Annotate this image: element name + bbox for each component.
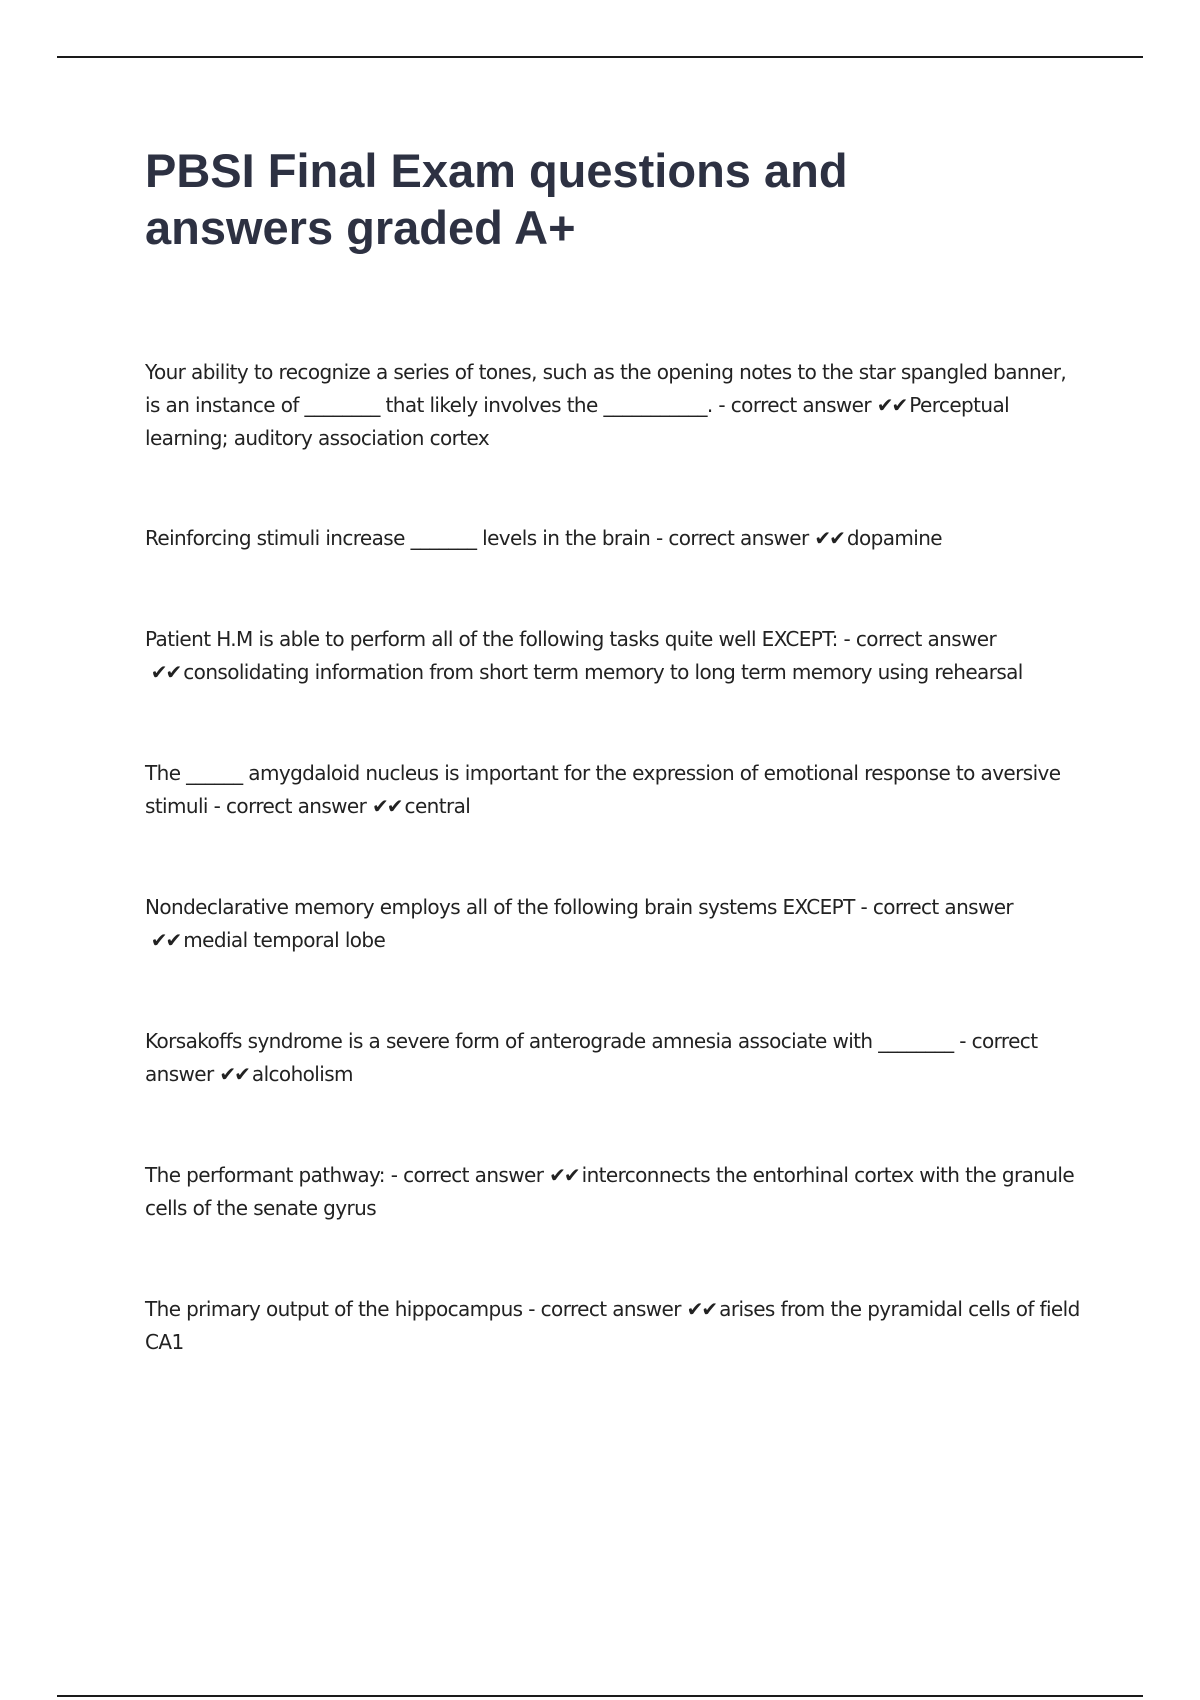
check-mark-icon: ✔✔ bbox=[686, 1297, 717, 1321]
question-text: Reinforcing stimuli increase _______ levels in the brain bbox=[145, 526, 651, 550]
check-mark-icon: ✔✔ bbox=[150, 660, 181, 684]
answer-marker: - correct answer bbox=[145, 1029, 1038, 1086]
check-mark-icon: ✔✔ bbox=[219, 1062, 249, 1086]
answer-marker: - correct answer bbox=[528, 1297, 681, 1321]
question-text: The ______ amygdaloid nucleus is important for the expression of emotional response to aversive stimuli bbox=[145, 761, 1061, 818]
question-text: Patient H.M is able to perform all of the following tasks quite well EXCEPT: bbox=[145, 627, 838, 651]
answer-marker: - correct answer bbox=[390, 1163, 544, 1187]
check-mark-icon: ✔✔ bbox=[372, 794, 402, 818]
answer-text: arises from the pyramidal cells of field CA1 bbox=[145, 1297, 1080, 1354]
qa-item bbox=[145, 1025, 1085, 1091]
question-text: Your ability to recognize a series of tones, such as the opening notes to the star spangled banner, is an instance of ________ that likely involves the ___________. bbox=[145, 360, 1067, 417]
qa-item bbox=[145, 623, 1085, 689]
qa-item bbox=[145, 757, 1085, 823]
check-mark-icon: ✔✔ bbox=[549, 1163, 579, 1187]
answer-marker: - correct answer bbox=[718, 393, 872, 417]
answer-text: consolidating information from short term memory to long term memory using rehearsal bbox=[183, 660, 1023, 684]
qa-item bbox=[145, 1159, 1085, 1225]
answer-text: medial temporal lobe bbox=[183, 928, 386, 952]
qa-item bbox=[145, 522, 1085, 555]
check-mark-icon: ✔✔ bbox=[150, 928, 181, 952]
qa-item bbox=[145, 1293, 1085, 1359]
answer-text: central bbox=[404, 794, 471, 818]
check-mark-icon: ✔✔ bbox=[876, 393, 907, 417]
question-text: The performant pathway: bbox=[145, 1163, 385, 1187]
answer-text: Perceptual learning; auditory association cortex bbox=[145, 393, 1010, 450]
top-rule bbox=[57, 56, 1143, 58]
check-mark-icon: ✔✔ bbox=[814, 526, 844, 550]
question-text: The primary output of the hippocampus bbox=[145, 1297, 523, 1321]
question-text: Nondeclarative memory employs all of the following brain systems EXCEPT bbox=[145, 895, 855, 919]
qa-item bbox=[145, 356, 1085, 455]
bottom-rule bbox=[57, 1695, 1143, 1697]
answer-text: dopamine bbox=[846, 526, 943, 550]
document-title: PBSI Final Exam questions and answers graded A+ bbox=[145, 144, 848, 254]
question-text: Korsakoffs syndrome is a severe form of anterograde amnesia associate with ________ bbox=[145, 1029, 954, 1053]
answer-text: interconnects the entorhinal cortex with the granule cells of the senate gyrus bbox=[145, 1163, 1075, 1220]
answer-marker: - correct answer bbox=[843, 627, 997, 651]
answer-text: alcoholism bbox=[251, 1062, 353, 1086]
answer-marker: - correct answer bbox=[860, 895, 1014, 919]
answer-marker: - correct answer bbox=[213, 794, 367, 818]
answer-marker: - correct answer bbox=[656, 526, 809, 550]
qa-item bbox=[145, 891, 1085, 957]
